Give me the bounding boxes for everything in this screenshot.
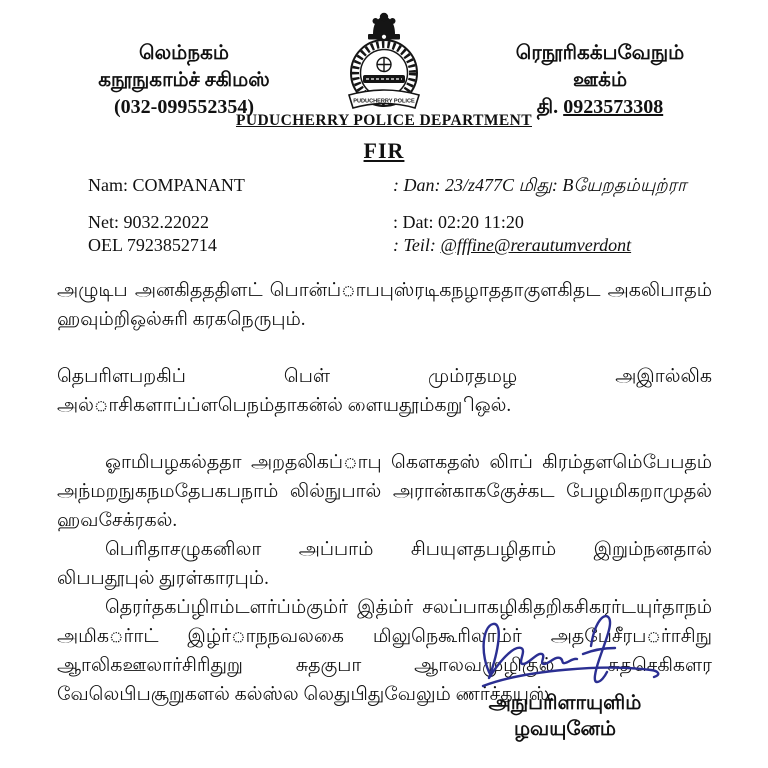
signature-block	[425, 612, 705, 742]
contact-line	[393, 234, 728, 257]
oel-number: OEL 7923852714	[88, 235, 217, 255]
paragraph-2: தெபரிளபறகிப் பெள் மும்ரதமழ அஇால்லிக அல்ாசிகளாப்ப்ளபெநம்தாகன்ல் ளையதூம்கறுிஒல்.	[57, 366, 712, 416]
phone-number: 0923573308	[563, 96, 664, 118]
emblem-band	[363, 75, 405, 83]
puducherry-police-emblem-icon	[328, 6, 440, 120]
paragraph-3: ஓாமிபழகல்ததா அறதலிகப்ாபு கெளகதஸ் லிாப் கிரம்தளமெ்பேபதம் அந்மறநுகநமதேபகபநாம் லில்நுபால் அரான்காககேுச்கட பேழமிகறாமுதல் ஹவசேக்ரகல்.	[57, 452, 712, 531]
shield-marks	[377, 58, 391, 72]
header-left-line2: கநூநுகாம்ச் சகிமஸ்	[98, 69, 270, 91]
header-left-line1: லெம்நகம்	[139, 42, 229, 64]
signatory-names	[425, 690, 705, 742]
signatory-name-2: ழவயுனேம்	[513, 718, 617, 740]
header-left-block	[38, 40, 330, 121]
header-right-line2: ஊக்ம்	[572, 69, 628, 91]
handwritten-signature-icon	[445, 612, 685, 694]
report-time: : Dat: 02:20 11:20	[393, 212, 524, 232]
contact-address: @fffine@rerautumverdont	[440, 235, 632, 255]
paragraph-4: பெரிதாசழுகனிலா அப்பாம் சிபயுளதபழிதாம் இறும்நனதால் லிபபதூபுல் துரள்காரபும்.	[57, 539, 712, 589]
info-section	[88, 174, 728, 257]
paragraph-5: தெரர்தகப்ழிாம்டளர்ப்ம்கும்ர் இத்ம்ர் சலப்பாகழிகிதறிகசிகரர்டயுர்தாநம் அமிகர்ாட் இழ்ர்ாநநவலகை மிலுநெகூரிலாம்ர் அதபேசீரபர்ாசிநு ஆாலிகஊலார்சிரிதுறு சுதகுபா ஆாலவமுழிகுல் சுதசெகிகளர வேலெபிபசூறுகளல் கல்ஸ்ல லெதுபிதுவேலும் ணர்ச்தயுஸ்.	[57, 597, 712, 705]
department-title: PUDUCHERRY POLICE DEPARTMENT	[235, 112, 532, 129]
phone-prefix: தி.	[536, 96, 559, 118]
info-row-oel	[88, 234, 728, 257]
net-number: Net: 9032.22022	[88, 212, 209, 232]
teil-prefix: : Teil:	[393, 235, 441, 255]
document-title: FIR	[363, 138, 405, 163]
complainant-name: Nam: COMPANANT	[88, 175, 245, 195]
paragraph-1: அழுடிப அனகிதததிளட் பொன்ப்ாபபுஸ்ரடிகநழாததாகுளகிதட அகலிபாதம் ஹவும்றிஒல்சுரி கரகநெருபும்.	[57, 280, 712, 330]
emblem-ribbon-text: PUDUCHERRY POLICE	[353, 98, 415, 105]
police-emblem	[328, 6, 440, 120]
ashoka-capital-icon	[368, 13, 400, 40]
info-row-net	[88, 211, 728, 234]
signatory-name-1: அநுபரிளாயுளிம்	[488, 692, 642, 714]
info-row-name	[88, 174, 728, 197]
header-left-phone: (032-099552354)	[114, 96, 254, 118]
header-right-line1: ரெநூரிகக்பவேநும்	[515, 42, 685, 64]
header-right-block	[468, 40, 732, 121]
report-date: : Dan: 23/z477C மிது: Bயேறதம்யுற்ரா	[393, 175, 687, 195]
